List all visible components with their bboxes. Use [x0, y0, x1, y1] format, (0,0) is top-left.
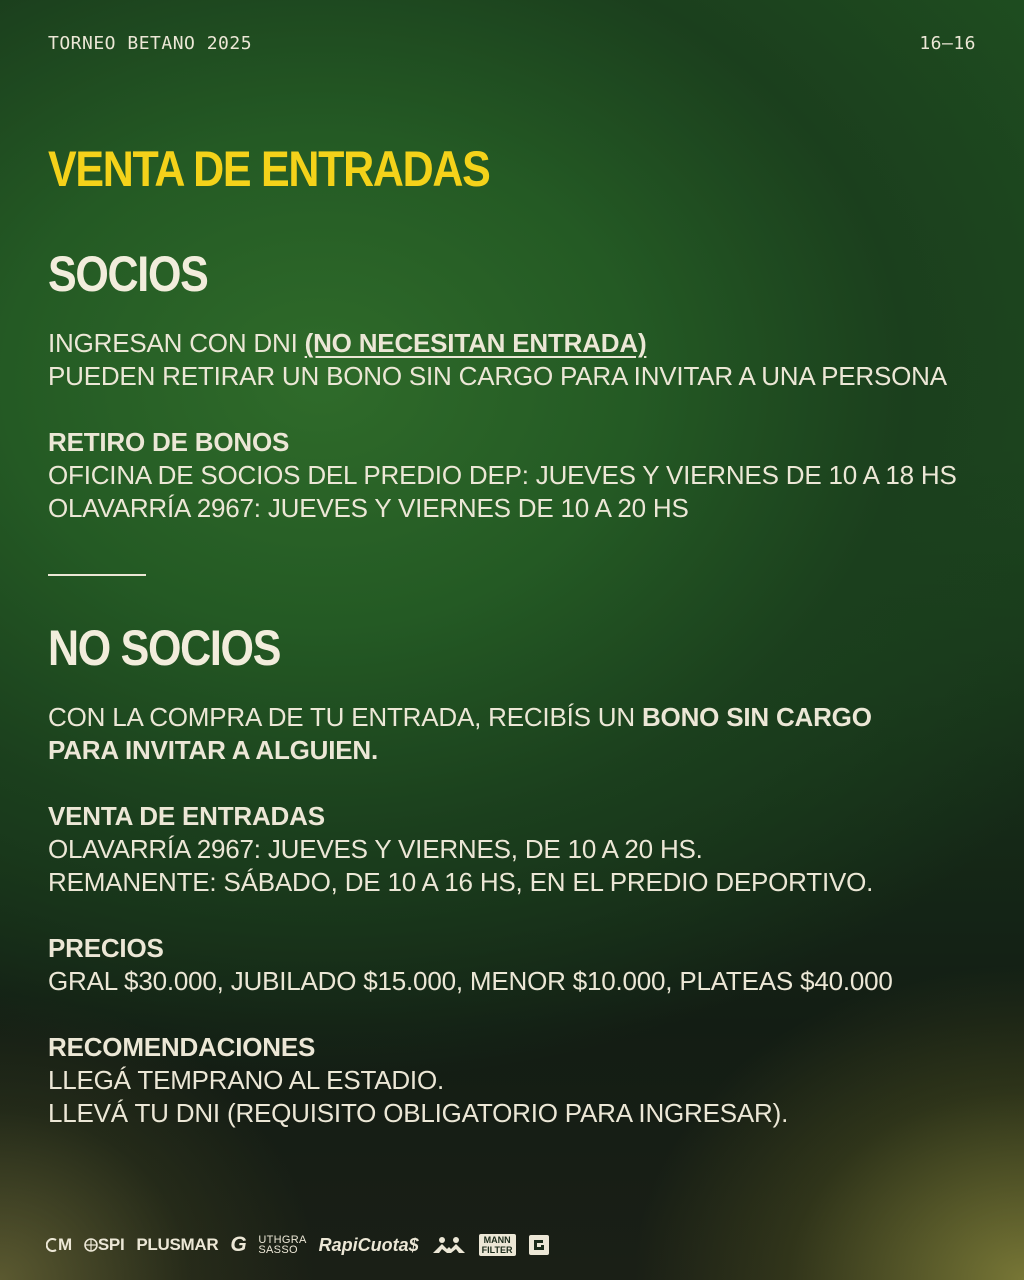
mann-filter-logo — [479, 1234, 516, 1256]
recomendaciones-line-2: LLEVÁ TU DNI (REQUISITO OBLIGATORIO PARA INGRESAR). — [48, 1098, 789, 1128]
uthgra-logo-line-1: UTHGRA — [258, 1234, 307, 1246]
recomendaciones-line-1: LLEGÁ TEMPRANO AL ESTADIO. — [48, 1065, 444, 1095]
mann-logo-line-2: FILTER — [481, 1245, 513, 1255]
spi-logo — [84, 1235, 125, 1255]
no-socios-intro-line-2: PARA INVITAR A ALGUIEN. — [48, 735, 379, 765]
square-g-icon — [528, 1234, 550, 1256]
tournament-name: TORNEO BETANO 2025 — [48, 33, 253, 54]
no-socios-title: NO SOCIOS — [48, 620, 281, 676]
plusmar-logo: PLUSMAR — [136, 1235, 219, 1254]
uthgra-logo-line-2: SASSO — [258, 1244, 298, 1256]
no-socios-intro-text: CON LA COMPRA DE TU ENTRADA, RECIBÍS UN — [48, 702, 642, 732]
spi-globe-icon — [84, 1238, 98, 1252]
cm-logo — [46, 1235, 72, 1255]
socios-no-entrada-note: (NO NECESITAN ENTRADA) — [304, 328, 647, 358]
last-sponsor-logo — [528, 1234, 550, 1256]
section-divider — [48, 574, 146, 576]
no-socios-intro-line-1 — [48, 701, 872, 734]
no-socios-bono-bold: BONO SIN CARGO — [641, 702, 872, 732]
socios-line-2: PUEDEN RETIRAR UN BONO SIN CARGO PARA INVITAR A UNA PERSONA — [48, 361, 947, 391]
precios-line: GRAL $30.000, JUBILADO $15.000, MENOR $10.000, PLATEAS $40.000 — [48, 966, 893, 996]
top-bar — [48, 33, 976, 57]
cm-mark-icon — [46, 1238, 58, 1252]
cm-logo-text: M — [58, 1235, 72, 1254]
uthgra-logo — [258, 1235, 306, 1255]
precios-heading: PRECIOS — [48, 933, 164, 963]
mann-logo-line-1: MANN — [483, 1235, 511, 1245]
retiro-line-2: OLAVARRÍA 2967: JUEVES Y VIERNES DE 10 A 20 HS — [48, 493, 689, 523]
retiro-line-1: OFICINA DE SOCIOS DEL PREDIO DEP: JUEVES Y VIERNES DE 10 A 18 HS — [48, 460, 957, 490]
venta-line-1: OLAVARRÍA 2967: JUEVES Y VIERNES, DE 10 A 20 HS. — [48, 834, 703, 864]
socios-title: SOCIOS — [48, 246, 208, 302]
page-title: VENTA DE ENTRADAS — [48, 141, 490, 197]
retiro-bonos-heading: RETIRO DE BONOS — [48, 427, 290, 457]
socios-line-1-text: INGRESAN CON DNI — [48, 328, 305, 358]
rapicuotas-logo: RapiCuota$ — [318, 1234, 419, 1255]
kappa-logo — [431, 1236, 467, 1254]
sponsor-logos — [46, 1232, 550, 1258]
recomendaciones-heading: RECOMENDACIONES — [48, 1032, 316, 1062]
gatorade-logo: G — [230, 1233, 247, 1256]
socios-line-1 — [48, 327, 646, 360]
venta-heading: VENTA DE ENTRADAS — [48, 801, 325, 831]
venta-line-2: REMANENTE: SÁBADO, DE 10 A 16 HS, EN EL PREDIO DEPORTIVO. — [48, 867, 874, 897]
page-indicator: 16—16 — [919, 33, 976, 54]
kappa-icon — [431, 1236, 467, 1254]
spi-logo-text: SPI — [97, 1235, 125, 1254]
